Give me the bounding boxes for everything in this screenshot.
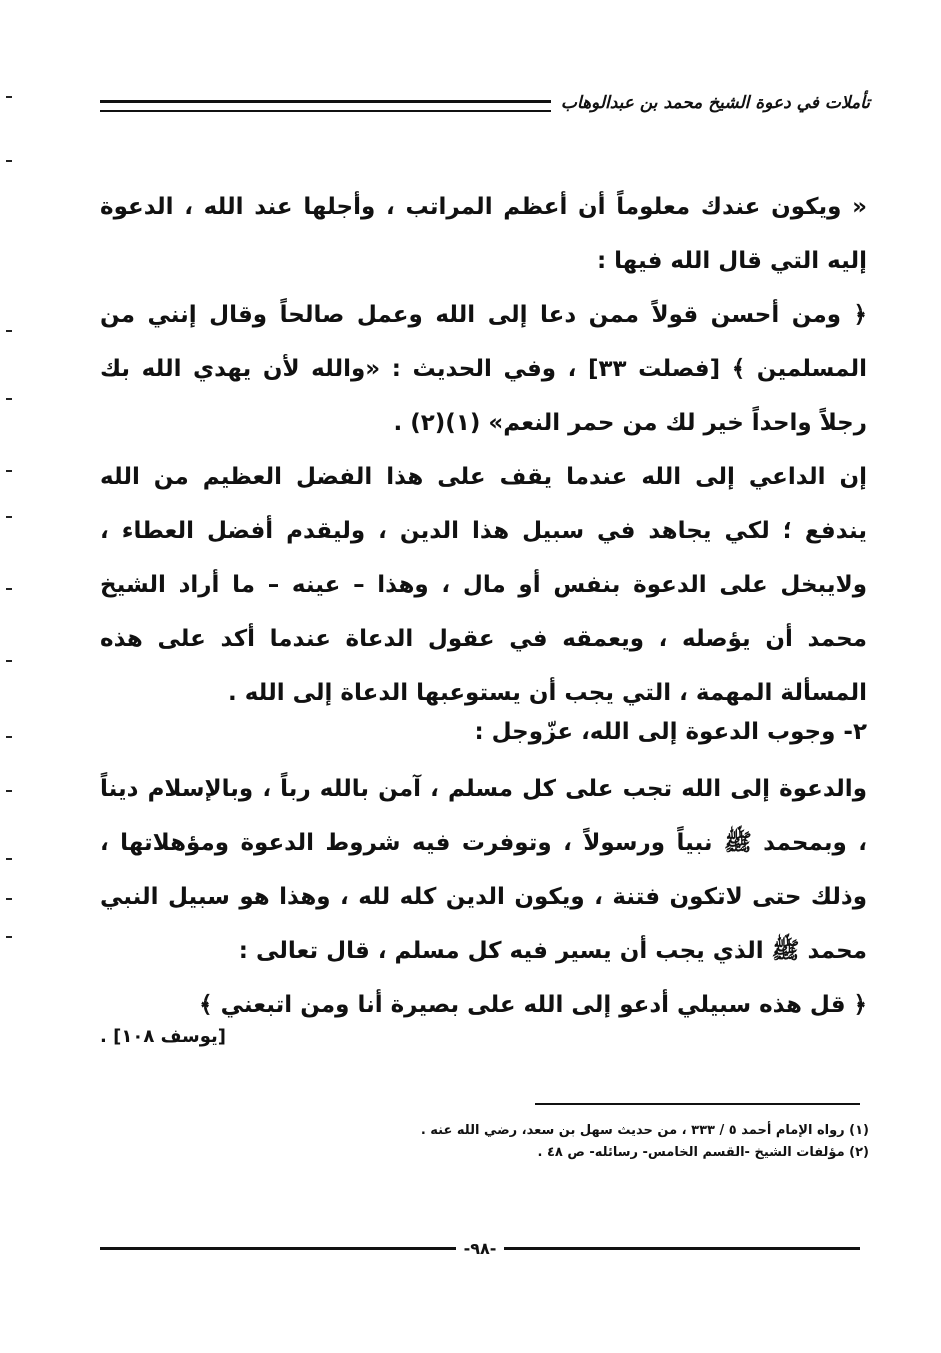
scan-mark xyxy=(6,588,12,590)
scan-mark xyxy=(6,398,12,400)
page-footer xyxy=(100,1236,860,1260)
intro-paragraph: « ويكون عندك معلوماً أن أعظم المراتب ، وأجلها عند الله ، الدعوة إليه التي قال الله فيها : xyxy=(100,194,867,274)
footnote-rule xyxy=(535,1103,860,1105)
quran-quote-paragraph: ﴿ ومن أحسن قولاً ممن دعا إلى الله وعمل صالحاً وقال إنني من المسلمين ﴾ [فصلت ٣٣] ، وفي الحديث : «والله لأن يهدي الله بك رجلاً واحداً خير لك من حمر النعم» (١)(٢) . xyxy=(100,302,867,436)
header-rule xyxy=(100,100,551,112)
header-title: تأملات في دعوة الشيخ محمد بن عبدالوهاب xyxy=(560,93,870,113)
scan-mark xyxy=(6,96,12,98)
scan-mark xyxy=(6,516,12,518)
footer-rule-right xyxy=(504,1247,860,1250)
scan-mark xyxy=(6,330,12,332)
footnotes xyxy=(369,1120,869,1164)
scan-mark xyxy=(6,660,12,662)
quran-quote-2: ﴿ قل هذه سبيلي أدعو إلى الله على بصيرة أنا ومن اتبعني ﴾ xyxy=(199,992,867,1018)
section-heading: ٢- وجوب الدعوة إلى الله، عزّوجل : xyxy=(474,719,867,745)
paragraph-3-block xyxy=(100,762,867,1032)
footnote-1: (١) رواه الإمام أحمد ٥ / ٣٣٣ ، من حديث سهل بن سعد، رضي الله عنه . xyxy=(420,1123,869,1138)
paragraph-2: إن الداعي إلى الله عندما يقف على هذا الفضل العظيم من الله يندفع ؛ لكي يجاهد في سبيل هذا الدين ، وليقدم أفضل العطاء ، ولايبخل على الدعوة بنفس أو مال ، وهذا – عينه – ما أراد الشيخ محمد أن يؤصله ، ويعمقه في عقول الدعاة عندما أكد على هذه المسألة المهمة ، التي يجب أن يستوعبها الدعاة إلى الله . xyxy=(100,464,867,706)
scan-mark xyxy=(6,736,12,738)
scan-mark xyxy=(6,936,12,938)
footer-rule-left xyxy=(100,1247,456,1250)
paragraph-2-block xyxy=(100,450,867,720)
page-number: -٩٨- xyxy=(463,1238,497,1258)
paragraph-3: والدعوة إلى الله تجب على كل مسلم ، آمن بالله رباً ، وبالإسلام ديناً ، وبمحمد ﷺ نبياً ورسولاً ، وتوفرت فيه شروط الدعوة ومؤهلاتها ، وذلك حتى لاتكون فتنة ، ويكون الدين كله لله ، وهذا هو سبيل النبي محمد ﷺ الذي يجب أن يسير فيه كل مسلم ، قال تعالى : xyxy=(100,776,867,964)
scan-mark xyxy=(6,790,12,792)
scan-mark xyxy=(6,160,12,162)
footnote-2: (٢) مؤلفات الشيخ -القسم الخامس- رسائله- ص ٤٨ . xyxy=(537,1145,869,1160)
running-header xyxy=(100,88,870,118)
scan-mark xyxy=(6,858,12,860)
intro-block xyxy=(100,180,867,288)
scan-mark xyxy=(6,898,12,900)
quran-quote-block xyxy=(100,288,867,450)
verse-citation: [يوسف ١٠٨] . xyxy=(100,1026,226,1047)
scan-mark xyxy=(6,470,12,472)
